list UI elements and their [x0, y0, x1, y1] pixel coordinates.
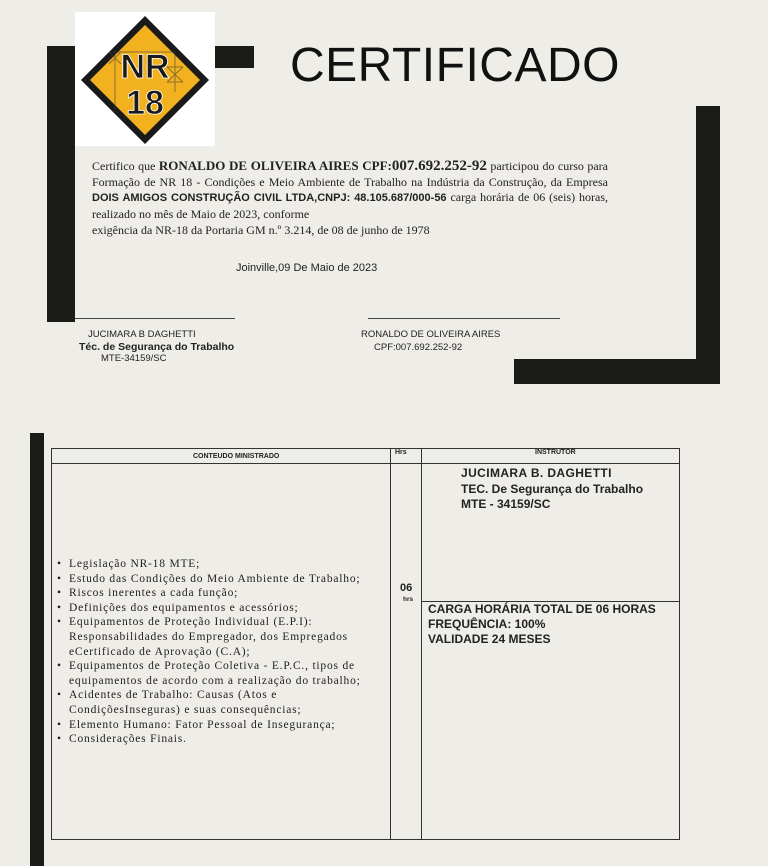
instructor-signature-name: JUCIMARA B DAGHETTI — [88, 329, 196, 340]
table-col-divider-2 — [421, 448, 422, 840]
frame-bar-right-vertical — [696, 106, 720, 384]
table-border-bottom — [51, 839, 680, 840]
list-item: • Acidentes de Trabalho: Causas (Atos e CondiçõesInseguras) e suas consequências; — [57, 688, 392, 717]
frame-bar-left-vertical — [47, 46, 75, 322]
list-item: • Riscos inerentes a cada função; — [57, 586, 392, 601]
cpf-label: CPF: — [358, 158, 392, 173]
list-item: • Definições dos equipamentos e acessórios; — [57, 601, 392, 616]
header-content: CONTEUDO MINISTRADO — [193, 453, 280, 460]
cert-text-intro: Certifico que — [92, 159, 159, 173]
table-header-divider — [51, 463, 422, 464]
signature-line-right — [368, 318, 560, 319]
instructor-registry: MTE - 34159/SC — [461, 497, 551, 511]
list-item: • Elemento Humano: Fator Pessoal de Insegurança; — [57, 718, 392, 733]
city-date: Joinville,09 De Maio de 2023 — [236, 262, 378, 274]
logo-text-nr: NR — [120, 48, 170, 86]
list-item: • Estudo das Condições do Meio Ambiente de Trabalho; — [57, 572, 392, 587]
list-item: • Legislação NR-18 MTE; — [57, 557, 392, 572]
student-cpf: 007.692.252-92 — [391, 158, 487, 174]
attendance: FREQUÊNCIA: 100% — [428, 617, 546, 631]
certificate-text — [92, 158, 608, 239]
validity: VALIDADE 24 MESES — [428, 632, 551, 646]
list-item: • Equipamentos de Proteção Coletiva - E.P.C., tipos de equipamentos de acordo com a realização do trabalho; — [57, 659, 392, 688]
table-border-right — [679, 448, 680, 840]
frame-bar-top — [214, 46, 254, 68]
student-signature-cpf: CPF:007.692.252-92 — [374, 342, 463, 353]
hours-value: 06 — [400, 582, 413, 594]
student-signature-name: RONALDO DE OLIVEIRA AIRES — [361, 329, 501, 340]
list-item: • Considerações Finais. — [57, 732, 392, 747]
certificate-title: CERTIFICADO — [290, 39, 620, 92]
instructor-role: TEC. De Segurança do Trabalho — [461, 482, 644, 496]
cert-text-course: participou do curso para Formação de NR 18 - Condições e Meio Ambiente de Trabalho na Indústria da Construção, da Empresa — [92, 159, 608, 189]
nr18-logo — [75, 12, 215, 146]
signature-line-left — [75, 318, 235, 319]
student-name: RONALDO DE OLIVEIRA AIRES — [158, 158, 359, 173]
list-item: • Equipamentos de Proteção Individual (E.P.I): Responsabilidades do Empregador, dos Empregados eCertificado de Aprovação (C.A); — [57, 615, 392, 659]
instructor-signature-registry: MTE-34159/SC — [101, 353, 167, 364]
header-hours: Hrs — [395, 449, 407, 456]
hours-unit: hrs — [403, 596, 414, 603]
header-instructor: INSTRUTOR — [535, 449, 576, 456]
cert-text-regulation: exigência da NR-18 da Portaria GM n.º 3.214, de 08 de junho de 1978 — [92, 223, 430, 237]
cert-text-hours: carga horária de 06 (seis) horas, realizado no mês de Maio de 2023, conforme — [92, 190, 609, 221]
total-workload: CARGA HORÁRIA TOTAL DE 06 HORAS — [428, 602, 656, 616]
instructor-header-divider — [422, 463, 680, 464]
table-border-left — [51, 448, 52, 840]
frame-bar-bottom-right — [514, 359, 720, 384]
topics-list — [57, 557, 392, 747]
instructor-signature-role: Téc. de Segurança do Trabalho — [79, 341, 235, 353]
company-name: DOIS AMIGOS CONSTRUÇÃO CIVIL LTDA,CNPJ: 48.105.687/000-56 — [92, 192, 447, 204]
table-border-top — [51, 448, 680, 449]
instructor-name: JUCIMARA B. DAGHETTI — [461, 466, 612, 480]
frame-bar-table-left — [30, 433, 44, 866]
logo-text-18: 18 — [126, 84, 164, 122]
